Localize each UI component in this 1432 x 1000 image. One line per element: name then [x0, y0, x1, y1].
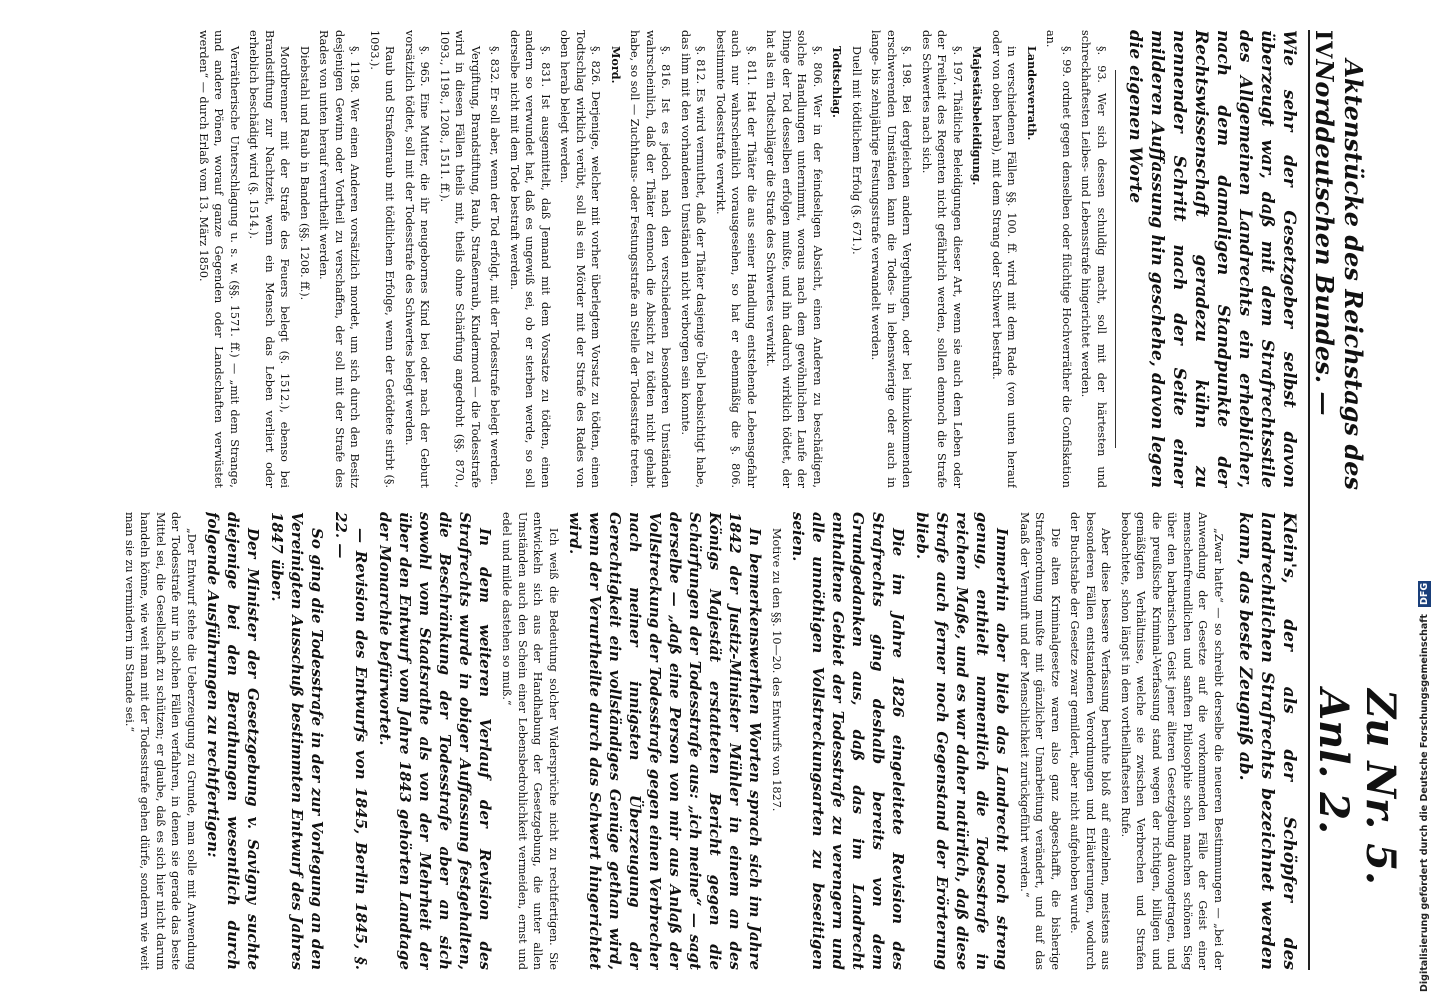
- paragraph: Duell mit tödtlichem Erfolg (§. 671.).: [850, 46, 863, 255]
- dfg-logo: DFG: [1419, 582, 1430, 605]
- paragraph: §. 806. Wer in der feindseligen Absicht, einen Anderen zu beschädigen, solche Handlungen unternimmt, woraus nach dem gewöhnlichen Laufe der Dinge der Tod desselben erfolgen mußte, und ihn dadurch wirklich tödtet, der hat als ein Todtschläger die Strafe des Schwertes verwirkt.: [764, 30, 824, 488]
- paragraph: §. 965. Eine Mutter, die ihr neugebornes Kind bei oder nach der Geburt vorsätzlich tödtet, soll mit der Todesstrafe des Schwertes belegt werden.: [403, 30, 432, 488]
- emphasis-paragraph: Immerhin aber blieb das Landrecht noch streng genug, enthielt namentlich die Todesstrafe in reichem Maße, und es war daher natürlich, daß diese Strafe auch ferner noch Gegenstand der Erörterung blieb.: [913, 512, 1012, 970]
- paragraph: Diebstahl und Raub in Banden (§§. 1208. ff.).: [298, 46, 311, 301]
- emphasis-paragraph: Der Minister der Gesetzgebung v. Savigny suchte diejenige bei den Berathungen wesentlich durch folgende Ausführungen zu rechtfertigen:: [204, 512, 262, 970]
- digitization-credit: [1419, 8, 1430, 992]
- paragraph: Mordbrenner mit der Strafe des Feuers belegt (§. 1512.), ebenso bei Brandstiftung zur Nachtzeit, wenn ein Mensch das Leben verliert oder erheblich beschädigt wird (§. 1514.).: [247, 30, 292, 488]
- paragraph: Raub und Straßenraub mit tödtlichem Erfolge, wenn der Getödtete stirbt (§. 1093.).: [368, 30, 397, 488]
- paragraph: „Der Entwurf stehe die Ueberzeugung zu Grunde, man solle mit Anwendung der Todesstrafe nur in solchen Fällen verfahren, in denen sie gerade das beste Mittel sei, die Gesellschaft zu schützen; er glaube, daß es sich hier nicht darum handeln könne, wie weit man mit der Todesstrafe gehen dürfe, sondern wie weit man sie zu vermindern im Stande sei.“: [123, 512, 198, 970]
- paragraph: §. 816. Ist es jedoch nach den verschiedenen besonderen Umständen wahrscheinlich, daß der Thäter dennoch die Absicht zu tödten nicht gehabt habe, so soll — Zuchthaus- oder Festungsstrafe an Stelle der Todesstrafe treten.: [628, 30, 673, 488]
- paragraph: Verrätherische Unterschlagung u. s. w. (§§. 1571. ff.) — „mit dem Strange, und andere Pönen, worauf ganze Gegenden oder Landschaften verwüstet werden“ — durch Erlaß vom 13. März 1850.: [197, 30, 241, 488]
- section-heading: Landesverrath.: [1025, 46, 1039, 141]
- right-column: [20, 512, 1300, 970]
- emphasis-paragraph: In dem weiteren Verlauf der Revision des Strafrechts wurde in obiger Auffassung festgehalten, die Beschränkung der Todesstrafe aber an sich sowohl vom Staatsrathe als von der Mehrheit der über den Entwurf vom Jahre 1843 gehörten Landtage der Monarchie befürwortet.: [376, 512, 494, 970]
- paragraph: §. 826. Derjenige, welcher mit vorher überlegtem Vorsatz zu tödten, einen Todtschlag wirklich verübt, soll als ein Mörder mit der Strafe des Rades von oben herab belegt werden.: [558, 30, 603, 488]
- issue-label: Zu Nr. 5. Anl. 2.: [1310, 689, 1404, 885]
- emphasis-paragraph: Die im Jahre 1826 eingeleitete Revision des Strafrechts ging deshalb bereits von dem Grundgedanken aus, daß das im Landrecht enthaltene Gebiet der Todesstrafe zu verengern und alle unnöthigen Vollstreckungsarten zu beseitigen seien.: [789, 512, 908, 970]
- divider: [1115, 70, 1116, 448]
- paragraph: §. 812. Es wird vermuthet, daß der Thäter dasjenige Übel beabsichtigt habe, das ihm mit den vorhandenen Umständen nicht verborgen sein konnte.: [679, 30, 708, 488]
- paragraph: Ich weiß die Bedeutung solcher Widersprüche nicht zu rechtfertigen. Sie entwickeln sich aus der Handhabung der Gesetzgebung, die unter allen Umständen auch den Schein einer Lebensbedrohlichkeit vermeiden, ernst und edel und milde dastehen so muß.“: [500, 512, 560, 970]
- credit-text: Digitalisierung gefördert durch die Deutsche Forschungsgemeinschaft: [1419, 614, 1430, 992]
- paragraph: Motive zu den §§. 10—20. des Entwurfs von 1827.: [770, 528, 784, 812]
- paragraph: in verschiedenen Fällen §§. 100. ff. wird mit dem Rade (von unten herauf oder von oben herab), mit dem Strang oder Schwert bestraft.: [990, 30, 1019, 488]
- paragraph: „Zwar hatte“ — so schreibt derselbe die neueren Bestimmungen — „bei der Anwendung der Gesetze auf die vorkommenden Fälle der Geist einer menschenfreundlichen und sanften Philosophie schon manchen schönen Sieg über den barbarischen Geist jener älteren Gesetzgebung davongetragen, und die preußische Kriminal-Verfassung stand wegen der richtigen, billigen und gemäßigten Verhältnisse, welche sie zwischen Verbrechen und Strafen beobachtete, schon längst in dem vortheilhaftesten Rufe.: [1119, 512, 1225, 970]
- paragraph: §. 197. Thätliche Beleidigungen dieser Art, wenn sie auch dem Leben oder der Freiheit des Regenten nicht gefährlich werden, sollen dennoch die Strafe des Schwertes nach sich.: [920, 30, 964, 488]
- paragraph: §. 93. Wer sich dessen schuldig macht, soll mit der härtesten und schreckhaftesten Leibes- und Lebensstrafe hingerichtet werden.: [1079, 30, 1108, 488]
- section-heading: Majestätsbeleidigung.: [970, 46, 985, 186]
- paragraph: §. 99. ordnet gegen denselben oder flüchtige Hochverräther die Confiskation an.: [1044, 30, 1073, 488]
- paragraph: Die alten Kriminalgesetze waren also ganz abgeschafft, die bisherige Strafenordnung mußte mit gänzlicher Umarbeitung verändert, und auf das Maaß der Vernunft und der Menschlichkeit zurückgeführt werden.“: [1018, 512, 1062, 970]
- emphasis-paragraph: So ging die Todesstrafe in der zur Vorlegung an den Vereinigten Ausschuß bestimmten Entwurf des Jahres 1847 über.: [268, 512, 326, 970]
- paragraph: §. 832. Er soll aber, wenn der Tod erfolgt, mit der Todesstrafe belegt werden.: [488, 46, 502, 485]
- text-columns: [20, 30, 1300, 970]
- emphasis-paragraph: — Revision des Entwurfs von 1845, Berlin 1845, §. 22. —: [332, 512, 370, 970]
- paragraph: §. 1198. Wer einen Anderen vorsätzlich mordet, um sich durch den Besitz desjenigen Gewinn oder Vortheil zu verschaffen, der soll mit der Strafe des Rades von unten herauf verurtheilt werden.: [317, 30, 362, 488]
- paragraph: §. 831. Ist ausgemittelt, daß Jemand mit dem Vorsatze zu tödten, einen andern so verwundet hat, daß es ungewiß sei, ob er sterben werde, so soll derselbe nicht mit dem Tode bestraft werden.: [508, 30, 552, 488]
- right-lead-paragraph: Klein's, der als der Schöpfer des landrechtlichen Strafrechts bezeichnet werden kann, das beste Zeugniß ab.: [1235, 512, 1299, 970]
- section-heading: Mord.: [609, 46, 623, 84]
- section-heading: Todtschlag.: [830, 46, 845, 118]
- paragraph: §. 811. Hat der Thäter die aus seiner Handlung entstehende Lebensgefahr auch nur wahrscheinlich vorausgesehen, so hat er ebenmäßig die §. 806. bestimmte Todesstrafe verwirkt.: [714, 30, 758, 488]
- emphasis-paragraph: In bemerkenswerthen Worten sprach sich im Jahre 1842 der Justiz-Minister Mühler in einem an des Königs Majestät erstatteten Bericht gegen die Schärfungen der Todesstrafe aus: „ich meine“ — sagt derselbe — „daß eine Person von mir aus Anlaß der Vollstreckung der Todesstrafe gegen einen Verbrecher nach meiner innigsten Überzeugung der Gerechtigkeit ein vollständiges Genüge gethan wird, wenn der Verurtheilte durch das Schwert hingerichtet wird.: [566, 512, 764, 970]
- paragraph: Vergiftung, Brandstiftung, Raub, Straßenraub, Kindermord — die Todesstrafe wird in diesen Fällen theils mit, theils ohne Schärfung angedroht (§§. 870., 1093., 1198., 1208., 1511. ff.).: [438, 30, 482, 488]
- paragraph: Aber diese bessere Verfassung beruhte bloß auf einzelnen, meistens aus besonderen Fällen entstandenen Verordnungen und Erläuterungen, wodurch der Buchstabe der Gesetze zwar gemildert, aber nicht aufgehoben wurde.: [1068, 512, 1113, 970]
- running-title: Aktenstücke des Reichstags des Norddeutschen Bundes. —: [1310, 59, 1368, 491]
- page-header: [1308, 30, 1404, 970]
- paragraph: §. 198. Bei dergleichen andern Vergehungen, oder bei hinzukommenden erschwerenden Umständen kann die Todes- in lebenswierige oder auch in lange- bis zehnjährige Festungsstrafe verwandelt werden.: [869, 30, 914, 488]
- left-lead-paragraph: Wie sehr der Gesetzgeber selbst davon überzeugt war, daß mit dem Strafrechtsstile des Allgemeinen Landrechts ein erheblicher, nach dem damaligen Standpunkte der Rechtswissenschaft geradezu kühn zu nennender Schritt nach der Seite einer milderen Auffassung hin geschehe, davon legen die eigenen Worte: [1125, 30, 1299, 488]
- page-number: IV: [1310, 30, 1336, 60]
- left-column: [20, 30, 1300, 488]
